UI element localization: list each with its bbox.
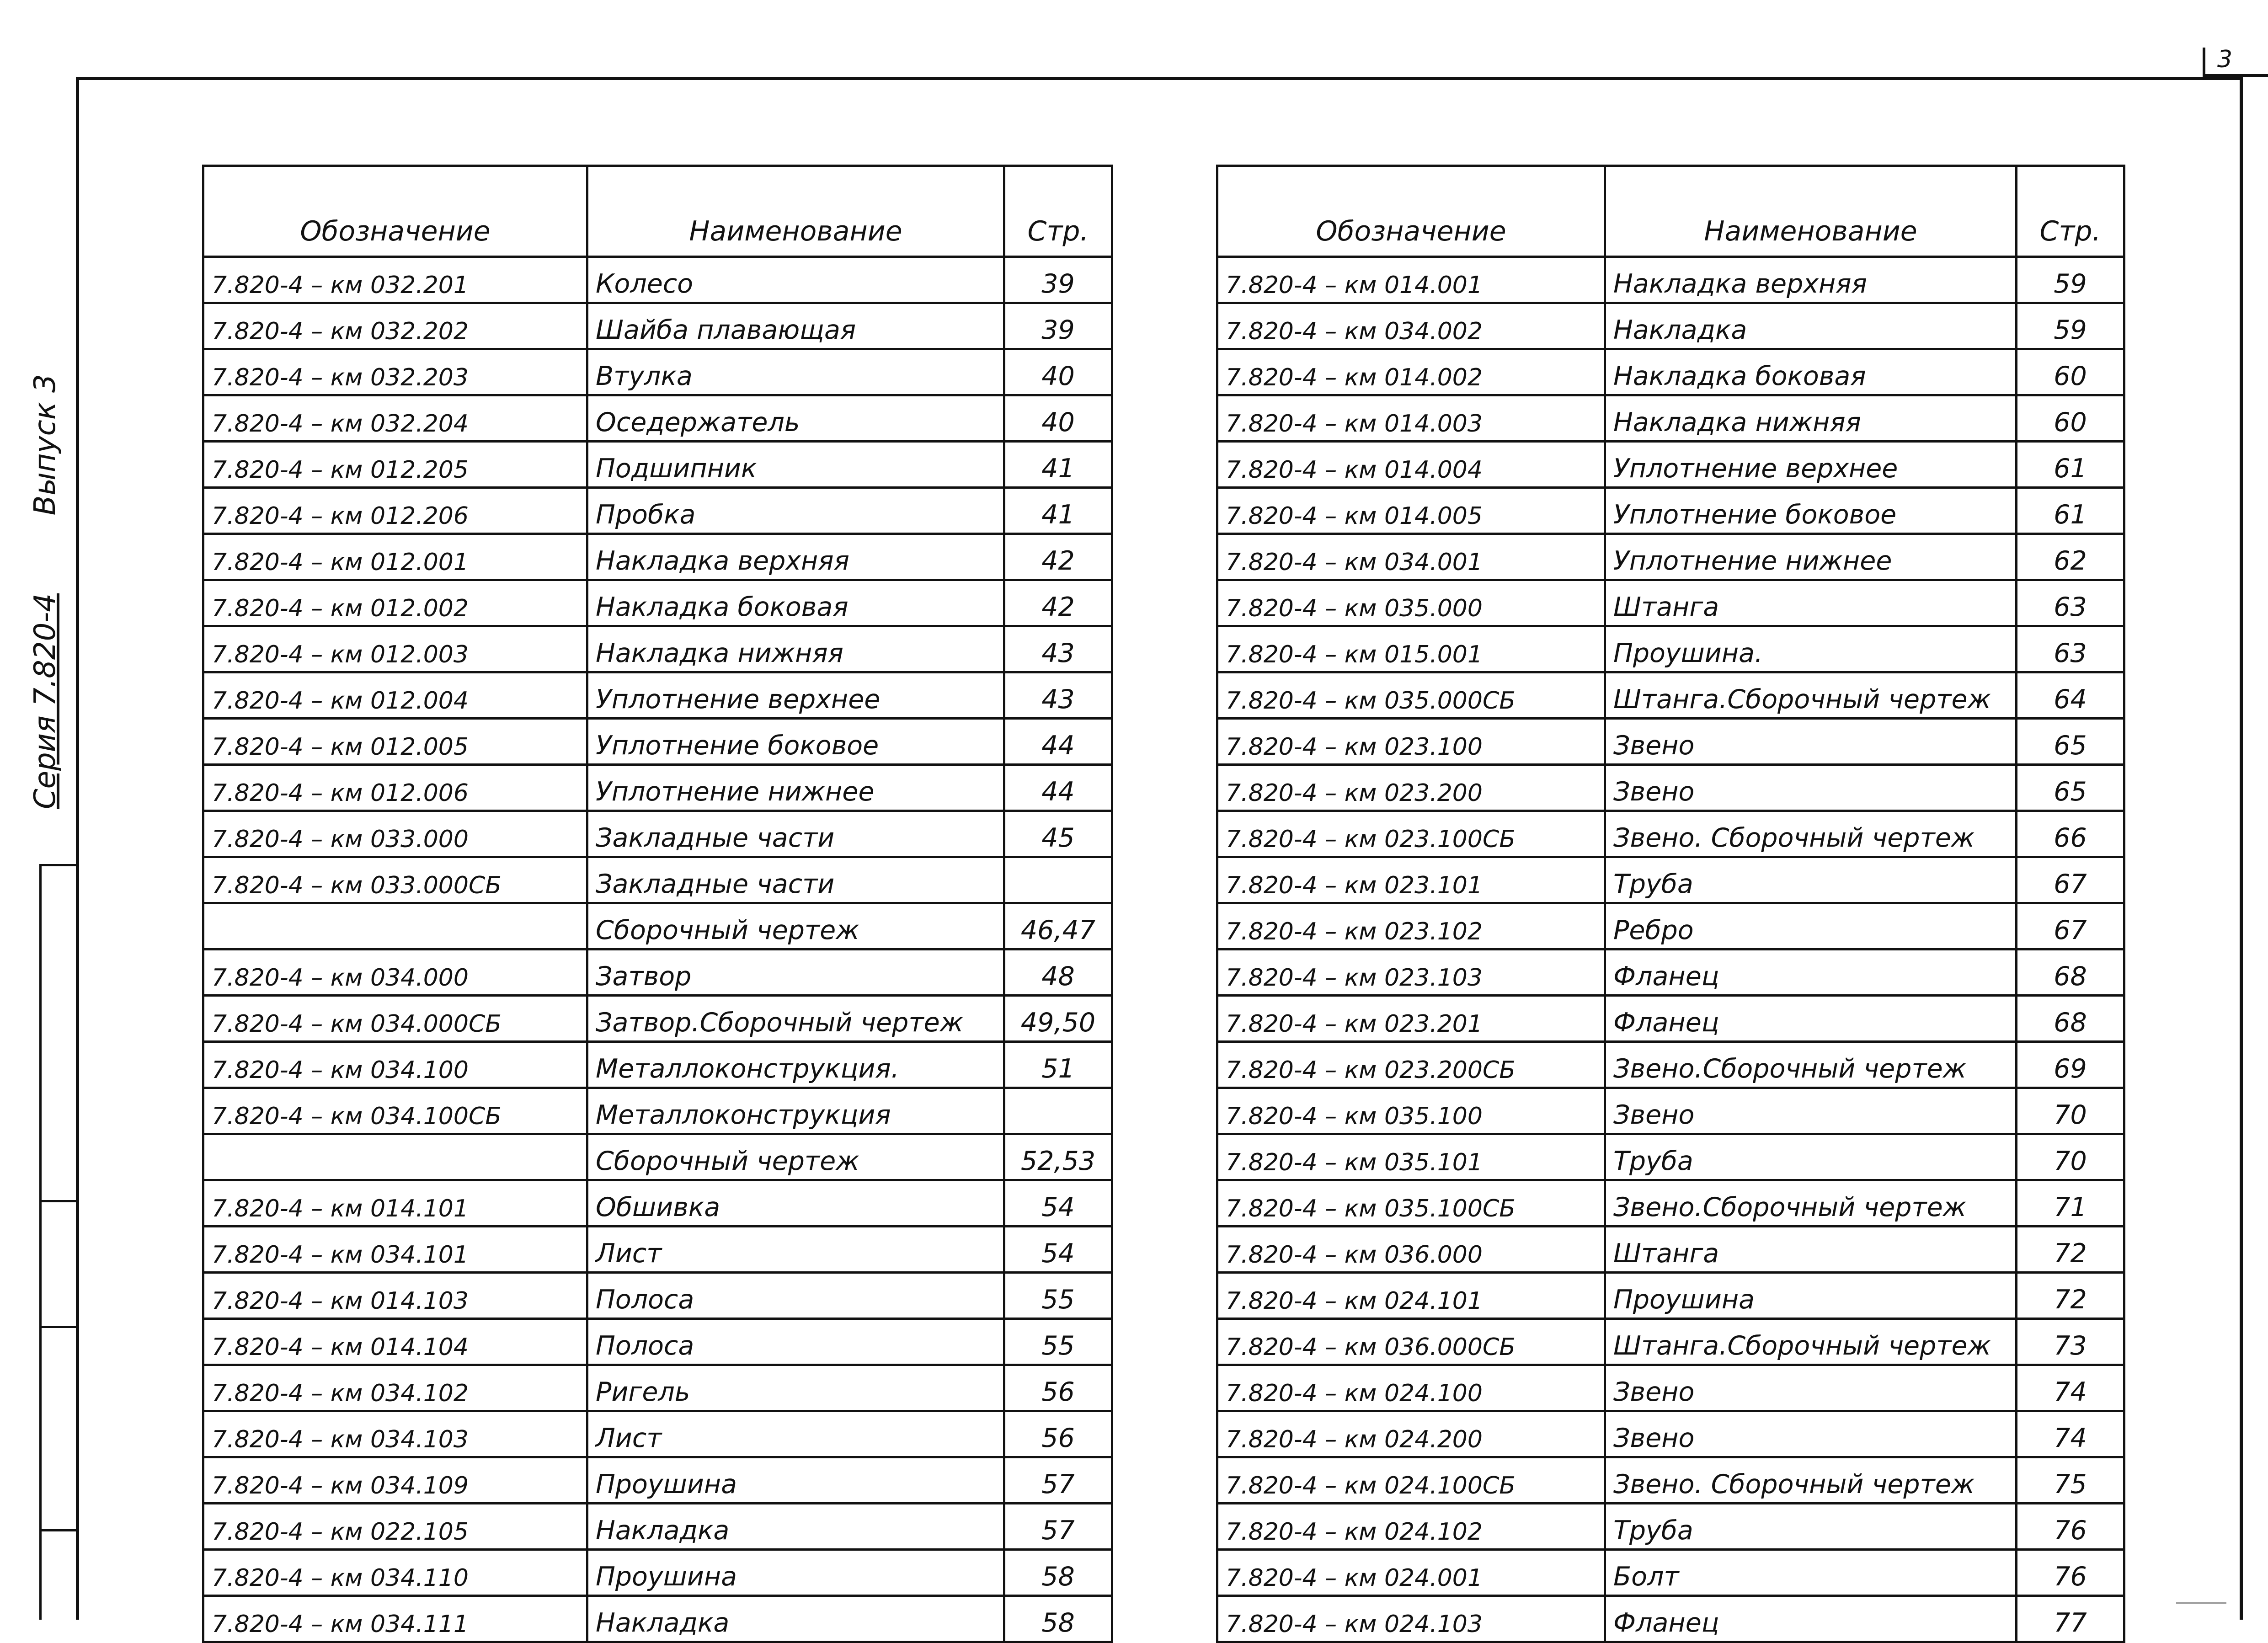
name-cell: Сборочный чертеж: [587, 903, 1004, 950]
page-cell: 63: [2017, 626, 2124, 672]
name-cell: Проушина: [587, 1457, 1004, 1504]
table-row: [203, 1134, 1112, 1180]
page-cell: 69: [2017, 1042, 2124, 1088]
table-row: [203, 1596, 1112, 1642]
table-row: [1217, 950, 2124, 996]
table-row: [203, 1273, 1112, 1319]
table-row: [1217, 257, 2124, 303]
table-row: [203, 1042, 1112, 1088]
page-number-box: [2203, 48, 2268, 77]
designation-cell: 7.820-4 – км 024.100: [1217, 1365, 1605, 1411]
table-row: [1217, 1365, 2124, 1411]
page-cell: 66: [2017, 811, 2124, 857]
designation-cell: 7.820-4 – км 023.200: [1217, 765, 1605, 811]
table-row: [1217, 534, 2124, 580]
table-row: [203, 1365, 1112, 1411]
designation-cell: 7.820-4 – км 024.101: [1217, 1273, 1605, 1319]
designation-cell: 7.820-4 – км 015.001: [1217, 626, 1605, 672]
name-cell: Звено: [1605, 719, 2017, 765]
table-row: [1217, 1596, 2124, 1642]
table-row: [203, 811, 1112, 857]
designation-cell: 7.820-4 – км 012.004: [203, 672, 587, 719]
name-cell: Звено: [1605, 765, 2017, 811]
page-cell: 43: [1004, 672, 1112, 719]
designation-cell: 7.820-4 – км 033.000: [203, 811, 587, 857]
name-cell: Звено. Сборочный чертеж: [1605, 1457, 2017, 1504]
page-cell: 39: [1004, 303, 1112, 349]
name-cell: Проушина.: [1605, 626, 2017, 672]
page-cell: 44: [1004, 719, 1112, 765]
designation-cell: 7.820-4 – км 034.109: [203, 1457, 587, 1504]
name-cell: Ригель: [587, 1365, 1004, 1411]
name-cell: Накладка верхняя: [1605, 257, 2017, 303]
table-row: [203, 719, 1112, 765]
page-cell: 67: [2017, 857, 2124, 903]
designation-header: Обозначение: [1217, 166, 1605, 257]
designation-cell: 7.820-4 – км 035.000: [1217, 580, 1605, 626]
name-header: Наименование: [1605, 166, 2017, 257]
table-row: [1217, 349, 2124, 395]
page-cell: 60: [2017, 349, 2124, 395]
table-row: [203, 580, 1112, 626]
designation-cell: 7.820-4 – км 014.104: [203, 1319, 587, 1365]
designation-cell: 7.820-4 – км 024.001: [1217, 1550, 1605, 1596]
designation-cell: 7.820-4 – км 034.102: [203, 1365, 587, 1411]
page-header: Стр.: [2017, 166, 2124, 257]
name-cell: Уплотнение верхнее: [1605, 442, 2017, 488]
page-cell: 41: [1004, 488, 1112, 534]
stamp-divider: [42, 1326, 78, 1328]
designation-cell: 7.820-4 – км 014.101: [203, 1180, 587, 1227]
designation-cell: 7.820-4 – км 012.006: [203, 765, 587, 811]
page-cell: 39: [1004, 257, 1112, 303]
name-cell: Накладка боковая: [587, 580, 1004, 626]
name-cell: Накладка: [1605, 303, 2017, 349]
table-row: [1217, 1227, 2124, 1273]
table-row: [1217, 903, 2124, 950]
page-cell: 61: [2017, 488, 2124, 534]
table-row: [203, 349, 1112, 395]
table-row: [1217, 1550, 2124, 1596]
name-cell: Накладка нижняя: [587, 626, 1004, 672]
table-row: [203, 857, 1112, 903]
page-cell: 41: [1004, 442, 1112, 488]
page-cell: 49,50: [1004, 996, 1112, 1042]
name-cell: Уплотнение нижнее: [587, 765, 1004, 811]
name-cell: Штанга: [1605, 580, 2017, 626]
header-row: [203, 166, 1112, 257]
name-cell: Полоса: [587, 1273, 1004, 1319]
name-cell: Фланец: [1605, 1596, 2017, 1642]
table-row: [203, 1457, 1112, 1504]
table-row: [1217, 672, 2124, 719]
name-cell: Колесо: [587, 257, 1004, 303]
designation-cell: 7.820-4 – км 034.000: [203, 950, 587, 996]
name-cell: Звено.Сборочный чертеж: [1605, 1042, 2017, 1088]
table-row: [203, 672, 1112, 719]
designation-cell: 7.820-4 – км 036.000СБ: [1217, 1319, 1605, 1365]
table-row: [203, 765, 1112, 811]
name-cell: Звено. Сборочный чертеж: [1605, 811, 2017, 857]
designation-cell: [203, 1134, 587, 1180]
name-cell: Звено: [1605, 1365, 2017, 1411]
page-cell: 67: [2017, 903, 2124, 950]
name-cell: Штанга: [1605, 1227, 2017, 1273]
page-cell: 70: [2017, 1088, 2124, 1134]
name-cell: Звено: [1605, 1411, 2017, 1457]
page-cell: 60: [2017, 395, 2124, 442]
name-cell: Накладка нижняя: [1605, 395, 2017, 442]
designation-cell: 7.820-4 – км 032.201: [203, 257, 587, 303]
side-title: [28, 352, 69, 809]
name-cell: Труба: [1605, 1504, 2017, 1550]
designation-cell: 7.820-4 – км 023.201: [1217, 996, 1605, 1042]
name-cell: Втулка: [587, 349, 1004, 395]
name-cell: Закладные части: [587, 857, 1004, 903]
designation-cell: 7.820-4 – км 035.101: [1217, 1134, 1605, 1180]
table-row: [1217, 488, 2124, 534]
page-cell: 76: [2017, 1550, 2124, 1596]
designation-cell: 7.820-4 – км 014.005: [1217, 488, 1605, 534]
table-row: [203, 1319, 1112, 1365]
page-cell: 54: [1004, 1180, 1112, 1227]
issue-label: Выпуск 3: [28, 374, 62, 516]
page-cell: 48: [1004, 950, 1112, 996]
table-body: [1217, 257, 2124, 1642]
table-row: [1217, 719, 2124, 765]
table-row: [1217, 857, 2124, 903]
designation-cell: 7.820-4 – км 023.100: [1217, 719, 1605, 765]
table-row: [1217, 395, 2124, 442]
table-row: [203, 1550, 1112, 1596]
name-cell: Закладные части: [587, 811, 1004, 857]
name-cell: Металлоконструкция.: [587, 1042, 1004, 1088]
stamp-divider: [42, 864, 78, 866]
table-row: [203, 950, 1112, 996]
designation-cell: 7.820-4 – км 024.102: [1217, 1504, 1605, 1550]
designation-cell: 7.820-4 – км 035.100СБ: [1217, 1180, 1605, 1227]
table-row: [1217, 996, 2124, 1042]
page-cell: 58: [1004, 1596, 1112, 1642]
page-cell: 57: [1004, 1457, 1112, 1504]
name-cell: Пробка: [587, 488, 1004, 534]
designation-cell: 7.820-4 – км 034.100: [203, 1042, 587, 1088]
page-cell: 75: [2017, 1457, 2124, 1504]
page-cell: 40: [1004, 349, 1112, 395]
designation-cell: 7.820-4 – км 014.103: [203, 1273, 587, 1319]
name-header: Наименование: [587, 166, 1004, 257]
designation-cell: 7.820-4 – км 035.100: [1217, 1088, 1605, 1134]
page-header: Стр.: [1004, 166, 1112, 257]
table-row: [203, 257, 1112, 303]
table-row: [1217, 1411, 2124, 1457]
name-cell: Ребро: [1605, 903, 2017, 950]
page-cell: 56: [1004, 1411, 1112, 1457]
name-cell: Фланец: [1605, 996, 2017, 1042]
designation-cell: 7.820-4 – км 033.000СБ: [203, 857, 587, 903]
page-cell: 56: [1004, 1365, 1112, 1411]
designation-cell: [203, 903, 587, 950]
name-cell: Накладка: [587, 1596, 1004, 1642]
designation-cell: 7.820-4 – км 034.100СБ: [203, 1088, 587, 1134]
page-cell: 58: [1004, 1550, 1112, 1596]
table-row: [1217, 1504, 2124, 1550]
page-cell: 46,47: [1004, 903, 1112, 950]
contents-table-right: [1216, 165, 2125, 1643]
designation-cell: 7.820-4 – км 023.101: [1217, 857, 1605, 903]
table-row: [203, 534, 1112, 580]
designation-cell: 7.820-4 – км 012.206: [203, 488, 587, 534]
designation-cell: 7.820-4 – км 024.103: [1217, 1596, 1605, 1642]
designation-cell: 7.820-4 – км 032.203: [203, 349, 587, 395]
page-cell: 63: [2017, 580, 2124, 626]
designation-cell: 7.820-4 – км 034.110: [203, 1550, 587, 1596]
name-cell: Подшипник: [587, 442, 1004, 488]
page-cell: 59: [2017, 257, 2124, 303]
table-row: [1217, 580, 2124, 626]
designation-cell: 7.820-4 – км 014.001: [1217, 257, 1605, 303]
designation-cell: 7.820-4 – км 036.000: [1217, 1227, 1605, 1273]
page-cell: 43: [1004, 626, 1112, 672]
table-row: [203, 1504, 1112, 1550]
name-cell: Затвор: [587, 950, 1004, 996]
page-cell: 62: [2017, 534, 2124, 580]
page-cell: 55: [1004, 1273, 1112, 1319]
contents-table-left: [202, 165, 1113, 1643]
designation-cell: 7.820-4 – км 012.205: [203, 442, 587, 488]
table-row: [203, 1411, 1112, 1457]
name-cell: Болт: [1605, 1550, 2017, 1596]
name-cell: Труба: [1605, 857, 2017, 903]
name-cell: Звено.Сборочный чертеж: [1605, 1180, 2017, 1227]
page-cell: 74: [2017, 1365, 2124, 1411]
table-row: [1217, 1319, 2124, 1365]
name-cell: Накладка боковая: [1605, 349, 2017, 395]
table-row: [1217, 303, 2124, 349]
name-cell: Сборочный чертеж: [587, 1134, 1004, 1180]
designation-cell: 7.820-4 – км 034.001: [1217, 534, 1605, 580]
page-cell: 54: [1004, 1227, 1112, 1273]
name-cell: Шайба плавающая: [587, 303, 1004, 349]
page-cell: 42: [1004, 534, 1112, 580]
table-row: [1217, 1273, 2124, 1319]
table-row: [203, 996, 1112, 1042]
page-cell: 42: [1004, 580, 1112, 626]
table-row: [203, 442, 1112, 488]
page-cell: 72: [2017, 1227, 2124, 1273]
name-cell: Обшивка: [587, 1180, 1004, 1227]
table-row: [203, 626, 1112, 672]
page-cell: 77: [2017, 1596, 2124, 1642]
table-row: [203, 395, 1112, 442]
table-row: [1217, 1134, 2124, 1180]
table-row: [203, 303, 1112, 349]
designation-cell: 7.820-4 – км 034.000СБ: [203, 996, 587, 1042]
designation-cell: 7.820-4 – км 014.004: [1217, 442, 1605, 488]
designation-cell: 7.820-4 – км 023.200СБ: [1217, 1042, 1605, 1088]
name-cell: Уплотнение верхнее: [587, 672, 1004, 719]
series-label: Серия 7.820-4: [28, 593, 62, 809]
page-cell: 65: [2017, 719, 2124, 765]
page-cell: 70: [2017, 1134, 2124, 1180]
table-row: [1217, 1088, 2124, 1134]
designation-cell: 7.820-4 – км 034.002: [1217, 303, 1605, 349]
table-row: [203, 1088, 1112, 1134]
designation-cell: 7.820-4 – км 014.002: [1217, 349, 1605, 395]
designation-cell: 7.820-4 – км 012.001: [203, 534, 587, 580]
table-row: [203, 488, 1112, 534]
designation-cell: 7.820-4 – км 035.000СБ: [1217, 672, 1605, 719]
page-cell: 71: [2017, 1180, 2124, 1227]
page-cell: 65: [2017, 765, 2124, 811]
page-cell: 68: [2017, 950, 2124, 996]
page-cell: 57: [1004, 1504, 1112, 1550]
designation-cell: 7.820-4 – км 023.102: [1217, 903, 1605, 950]
designation-cell: 7.820-4 – км 034.101: [203, 1227, 587, 1273]
name-cell: Проушина: [587, 1550, 1004, 1596]
stamp-divider: [42, 1200, 78, 1202]
page-cell: 76: [2017, 1504, 2124, 1550]
name-cell: Звено: [1605, 1088, 2017, 1134]
table-body: [203, 257, 1112, 1642]
name-cell: Лист: [587, 1411, 1004, 1457]
name-cell: Уплотнение боковое: [587, 719, 1004, 765]
table-row: [203, 903, 1112, 950]
footer-line: [2176, 1602, 2226, 1604]
designation-cell: 7.820-4 – км 023.103: [1217, 950, 1605, 996]
page-cell: 64: [2017, 672, 2124, 719]
name-cell: Накладка верхняя: [587, 534, 1004, 580]
page-cell: 72: [2017, 1273, 2124, 1319]
designation-cell: 7.820-4 – км 012.003: [203, 626, 587, 672]
table-row: [203, 1227, 1112, 1273]
name-cell: Оседержатель: [587, 395, 1004, 442]
name-cell: Уплотнение нижнее: [1605, 534, 2017, 580]
name-cell: Лист: [587, 1227, 1004, 1273]
designation-cell: 7.820-4 – км 034.111: [203, 1596, 587, 1642]
page-cell: 51: [1004, 1042, 1112, 1088]
name-cell: Фланец: [1605, 950, 2017, 996]
stamp-divider: [42, 1529, 78, 1531]
table-row: [1217, 626, 2124, 672]
table-row: [1217, 765, 2124, 811]
side-stamp-column: [39, 864, 76, 1620]
designation-cell: 7.820-4 – км 012.002: [203, 580, 587, 626]
name-cell: Проушина: [1605, 1273, 2017, 1319]
designation-cell: 7.820-4 – км 014.003: [1217, 395, 1605, 442]
page-cell: 61: [2017, 442, 2124, 488]
designation-cell: 7.820-4 – км 024.200: [1217, 1411, 1605, 1457]
page-cell: 68: [2017, 996, 2124, 1042]
name-cell: Труба: [1605, 1134, 2017, 1180]
designation-cell: 7.820-4 – км 023.100СБ: [1217, 811, 1605, 857]
name-cell: Полоса: [587, 1319, 1004, 1365]
page-cell: 52,53: [1004, 1134, 1112, 1180]
page-number: 3: [2217, 46, 2233, 73]
table-row: [1217, 1042, 2124, 1088]
page-cell: 55: [1004, 1319, 1112, 1365]
name-cell: Штанга.Сборочный чертеж: [1605, 1319, 2017, 1365]
designation-header: Обозначение: [203, 166, 587, 257]
page-cell: 59: [2017, 303, 2124, 349]
designation-cell: 7.820-4 – км 022.105: [203, 1504, 587, 1550]
table-row: [1217, 811, 2124, 857]
header-row: [1217, 166, 2124, 257]
page-cell: [1004, 1088, 1112, 1134]
table-row: [1217, 1457, 2124, 1504]
page-cell: 44: [1004, 765, 1112, 811]
name-cell: Металлоконструкция: [587, 1088, 1004, 1134]
designation-cell: 7.820-4 – км 032.202: [203, 303, 587, 349]
page-cell: 40: [1004, 395, 1112, 442]
designation-cell: 7.820-4 – км 012.005: [203, 719, 587, 765]
name-cell: Уплотнение боковое: [1605, 488, 2017, 534]
designation-cell: 7.820-4 – км 024.100СБ: [1217, 1457, 1605, 1504]
designation-cell: 7.820-4 – км 032.204: [203, 395, 587, 442]
page-cell: 73: [2017, 1319, 2124, 1365]
table-row: [1217, 1180, 2124, 1227]
name-cell: Накладка: [587, 1504, 1004, 1550]
designation-cell: 7.820-4 – км 034.103: [203, 1411, 587, 1457]
table-row: [203, 1180, 1112, 1227]
page-cell: 45: [1004, 811, 1112, 857]
page-cell: [1004, 857, 1112, 903]
name-cell: Затвор.Сборочный чертеж: [587, 996, 1004, 1042]
name-cell: Штанга.Сборочный чертеж: [1605, 672, 2017, 719]
table-row: [1217, 442, 2124, 488]
page-cell: 74: [2017, 1411, 2124, 1457]
